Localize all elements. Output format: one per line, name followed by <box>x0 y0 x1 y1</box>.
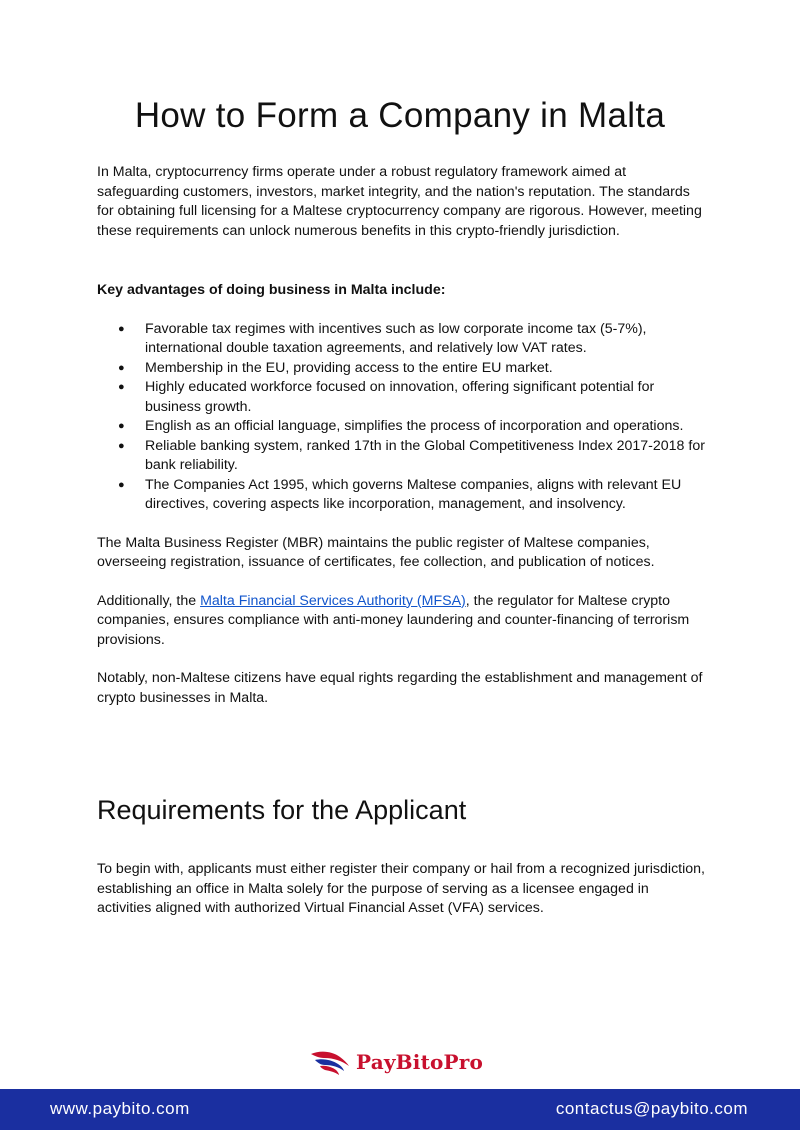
list-item <box>97 437 707 476</box>
list-item <box>97 476 707 515</box>
mfsa-paragraph <box>97 592 707 651</box>
list-item-text: Membership in the EU, providing access to the entire EU market. <box>145 359 553 376</box>
bullet-icon: ● <box>118 478 125 491</box>
list-item-text: Highly educated workforce focused on innovation, offering significant potential for business growth. <box>145 379 655 415</box>
advantages-list <box>97 320 707 515</box>
list-item <box>97 320 707 359</box>
list-item <box>97 417 707 437</box>
website-link[interactable]: www.paybito.com <box>50 1099 190 1118</box>
email-link[interactable]: contactus@paybito.com <box>555 1099 748 1118</box>
advantages-heading: Key advantages of doing business in Malta include: <box>97 282 446 298</box>
requirements-heading: Requirements for the Applicant <box>97 795 467 825</box>
eagle-wing-icon <box>310 1048 350 1076</box>
logo-text: PayBitoPro <box>356 1050 484 1074</box>
list-item <box>97 359 707 379</box>
mfsa-link[interactable]: Malta Financial Services Authority (MFSA) <box>200 592 466 609</box>
bullet-icon: ● <box>118 439 125 452</box>
rights-paragraph: Notably, non-Maltese citizens have equal rights regarding the establishment and management of crypto businesses in Malta. <box>97 670 703 706</box>
list-item-text: Reliable banking system, ranked 17th in the Global Competitiveness Index 2017-2018 for bank reliability. <box>145 437 705 473</box>
requirements-paragraph: To begin with, applicants must either register their company or hail from a recognized jurisdiction, establishing an office in Malta solely for the purpose of serving as a licensee engaged in activities aligned with authorized Virtual Financial Asset (VFA) services. <box>97 861 705 916</box>
bullet-icon: ● <box>118 322 125 335</box>
main-content <box>97 163 707 708</box>
list-item <box>97 378 707 417</box>
bullet-icon: ● <box>118 361 125 374</box>
footer-bar <box>0 1089 800 1130</box>
mfsa-text-before: Additionally, the <box>97 592 201 609</box>
page-title: How to Form a Company in Malta <box>134 96 666 135</box>
paybitopro-logo <box>310 1045 483 1079</box>
list-item-text: The Companies Act 1995, which governs Maltese companies, aligns with relevant EU directives, covering aspects like incorporation, management, and insolvency. <box>145 476 682 512</box>
list-item-text: Favorable tax regimes with incentives such as low corporate income tax (5-7%), international double taxation agreements, and relatively low VAT rates. <box>145 320 647 356</box>
intro-paragraph: In Malta, cryptocurrency firms operate under a robust regulatory framework aimed at safeguarding customers, investors, market integrity, and the nation's reputation. The standards for obtaining full licensing for a Maltese cryptocurrency company are rigorous. However, meeting these requirements can unlock numerous benefits in this crypto-friendly jurisdiction. <box>97 164 702 239</box>
bullet-icon: ● <box>118 381 125 393</box>
list-item-text: English as an official language, simplifies the process of incorporation and operations. <box>145 418 684 434</box>
mfsa-text-after: , the regulator for Maltese crypto companies, ensures compliance with anti-money laundering and counter-financing of terrorism provisions. <box>97 592 690 648</box>
mbr-paragraph: The Malta Business Register (MBR) maintains the public register of Maltese companies, overseeing registration, issuance of certificates, fee collection, and publication of notices. <box>97 534 655 570</box>
bullet-icon: ● <box>118 420 125 432</box>
